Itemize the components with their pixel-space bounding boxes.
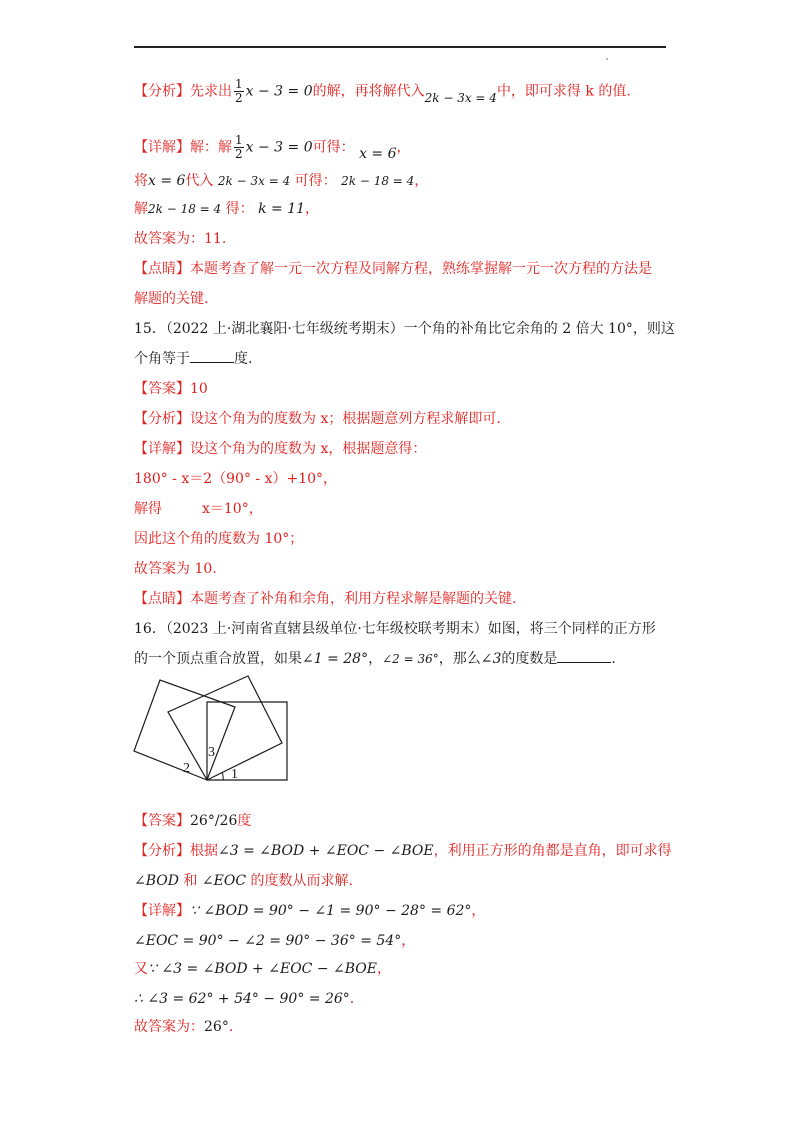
header-dot: [606, 58, 608, 60]
solution-text: 解得: [134, 501, 162, 517]
answer-line: 故答案为：11.: [134, 231, 227, 247]
comment-text: 本题考查了补角和余角，利用方程求解是解题的关键.: [190, 591, 517, 607]
equation: ∠3: [480, 651, 502, 667]
solution-16-answer: [134, 1018, 233, 1036]
solution-tag: 【详解】: [134, 139, 190, 156]
fraction-half: [234, 78, 244, 105]
answer-blank: [557, 650, 611, 663]
question-text: 度.: [234, 351, 253, 367]
solution-tag: 【详解】: [134, 903, 190, 919]
question-text: ，那么: [438, 651, 481, 667]
solution-15-solve: [134, 500, 263, 518]
equation: ∠EOC = 90° − ∠2 = 90° − 36° = 54°: [134, 933, 402, 949]
answer-unit: 度: [237, 813, 252, 829]
equation: ∵ ∠BOD = 90° − ∠1 = 90° − 28° = 62°: [190, 903, 472, 919]
angle-label-3: 3: [208, 745, 215, 760]
question-15-cont: [134, 350, 252, 368]
equation: 2k − 18 = 4: [341, 174, 415, 188]
equation: ∠2 = 36°: [382, 652, 439, 666]
comment-15: [134, 590, 516, 608]
equation: ∠EOC: [201, 873, 247, 889]
analysis-text: 的解，再将解代入: [312, 83, 425, 100]
comment-line: [134, 260, 652, 278]
analysis-text: 根据: [190, 843, 218, 859]
analysis-tag: 【分析】: [134, 411, 190, 427]
solution-text: 设这个角为的度数为 x，根据题意得：: [190, 441, 427, 457]
solution-tag: 【详解】: [134, 441, 190, 457]
solution-16: [134, 902, 485, 920]
comment-tag: 【点睛】: [134, 261, 190, 277]
analysis-16-cont: [134, 872, 353, 890]
fraction-half: [234, 134, 244, 161]
equation: x = 6: [359, 145, 397, 162]
equation: ∠1 = 28°: [302, 651, 369, 667]
solution-text: ，: [396, 139, 411, 156]
analysis-text: ，利用正方形的角都是直角，即可求得: [433, 843, 672, 859]
solution-line: [134, 172, 428, 190]
equation: x − 3 = 0: [245, 83, 313, 100]
fraction-denominator: 2: [235, 147, 243, 161]
analysis-16: [134, 842, 672, 860]
fraction-numerator: 1: [235, 77, 243, 91]
question-text: ，: [368, 651, 383, 667]
answer-blank: [190, 350, 234, 363]
solution-16-line2: [134, 932, 415, 950]
solution-line: [134, 200, 319, 218]
comment-text: 本题考查了解一元一次方程及同解方程，熟练掌握解一元一次方程的方法是: [190, 261, 652, 277]
solution-text: x＝10°，: [202, 501, 263, 517]
question-15: 15．（2022 上·湖北襄阳·七年级统考期末）一个角的补角比它余角的 2 倍大 10°，则这: [134, 321, 675, 337]
fraction-denominator: 2: [235, 91, 243, 105]
solution-text: 解：解: [190, 139, 232, 156]
solution-text: ，: [471, 903, 486, 919]
equation: x = 6: [148, 173, 186, 189]
analysis-text: 的度数从而求解.: [250, 873, 353, 889]
analysis-tag: 【分析】: [134, 83, 190, 100]
equation: 2k − 3x = 4: [424, 90, 497, 105]
equation: ∠3 = ∠BOD + ∠EOC − ∠BOE: [218, 843, 434, 859]
question-16: 16．（2023 上·河南省直辖县级单位·七年级校联考期末）如图，将三个同样的正方形: [134, 621, 656, 637]
solution-text: ，: [376, 961, 391, 977]
solution-text: 可得：: [294, 173, 337, 189]
equation: 2k − 18 = 4: [148, 202, 222, 216]
analysis-15: [134, 410, 501, 428]
solution-text: .: [228, 1019, 234, 1035]
answer-15: [134, 380, 208, 398]
equation: x − 3 = 0: [245, 139, 313, 156]
solution-text: 得：: [225, 201, 254, 217]
solution-text: .: [349, 991, 355, 1007]
question-text: .: [611, 651, 616, 667]
solution-text: 代入: [185, 173, 214, 189]
solution-16-line4: [134, 990, 354, 1008]
solution-text: 故答案为：: [134, 1019, 204, 1035]
comment-line-cont: 解题的关键.: [134, 291, 209, 307]
solution-text: ，: [414, 173, 429, 189]
equation: ∴ ∠3 = 62° + 54° − 90° = 26°: [134, 991, 350, 1007]
solution-16-line3: [134, 960, 391, 978]
angle-label-2: 2: [183, 761, 190, 776]
solution-text: 又: [134, 961, 148, 977]
fraction-numerator: 1: [235, 133, 243, 147]
header-rule: [134, 46, 666, 48]
analysis-text: 设这个角为的度数为 x；根据题意列方程求解即可.: [190, 411, 501, 427]
square-upright: [207, 702, 287, 780]
three-squares-figure: [130, 672, 300, 788]
equation: k = 11: [258, 201, 306, 217]
solution-15-result: 因此这个角的度数为 10°；: [134, 531, 304, 547]
question-text: 个角等于: [134, 351, 190, 367]
question-text: 的一个顶点重合放置，如果: [134, 651, 302, 667]
analysis-text: 先求出: [190, 83, 232, 100]
answer-value: 10: [190, 381, 208, 397]
solution-text: 将: [134, 173, 148, 189]
equation: 26°: [204, 1019, 229, 1035]
angle-label-1: 1: [231, 767, 238, 782]
solution-text: 可得：: [312, 139, 355, 156]
answer-tag: 【答案】: [134, 381, 190, 397]
solution-text: ，: [305, 201, 320, 217]
solution-15: [134, 440, 426, 458]
answer-16: [134, 812, 251, 830]
analysis-text: 和: [183, 873, 198, 889]
comment-tag: 【点睛】: [134, 591, 190, 607]
solution-text: ，: [401, 933, 416, 949]
equation: 2k − 3x = 4: [217, 174, 291, 188]
answer-value: 26°/26: [190, 813, 238, 829]
solution-15-eq: 180° - x＝2（90° - x）+10°，: [134, 471, 338, 487]
equation: ∠BOD: [134, 873, 179, 889]
solution-text: 解: [134, 201, 148, 217]
answer-tag: 【答案】: [134, 813, 190, 829]
solution-15-answer: 故答案为 10.: [134, 561, 217, 577]
question-text: 的度数是: [501, 651, 558, 667]
analysis-text: 中，即可求得 k 的值.: [496, 83, 631, 100]
question-16-cont: [134, 650, 616, 668]
analysis-line-14: [134, 78, 631, 105]
analysis-tag: 【分析】: [134, 843, 190, 859]
angle-arc-1: [222, 772, 223, 780]
equation: ∵ ∠3 = ∠BOD + ∠EOC − ∠BOE: [148, 961, 377, 977]
solution-line-14: [134, 134, 411, 161]
